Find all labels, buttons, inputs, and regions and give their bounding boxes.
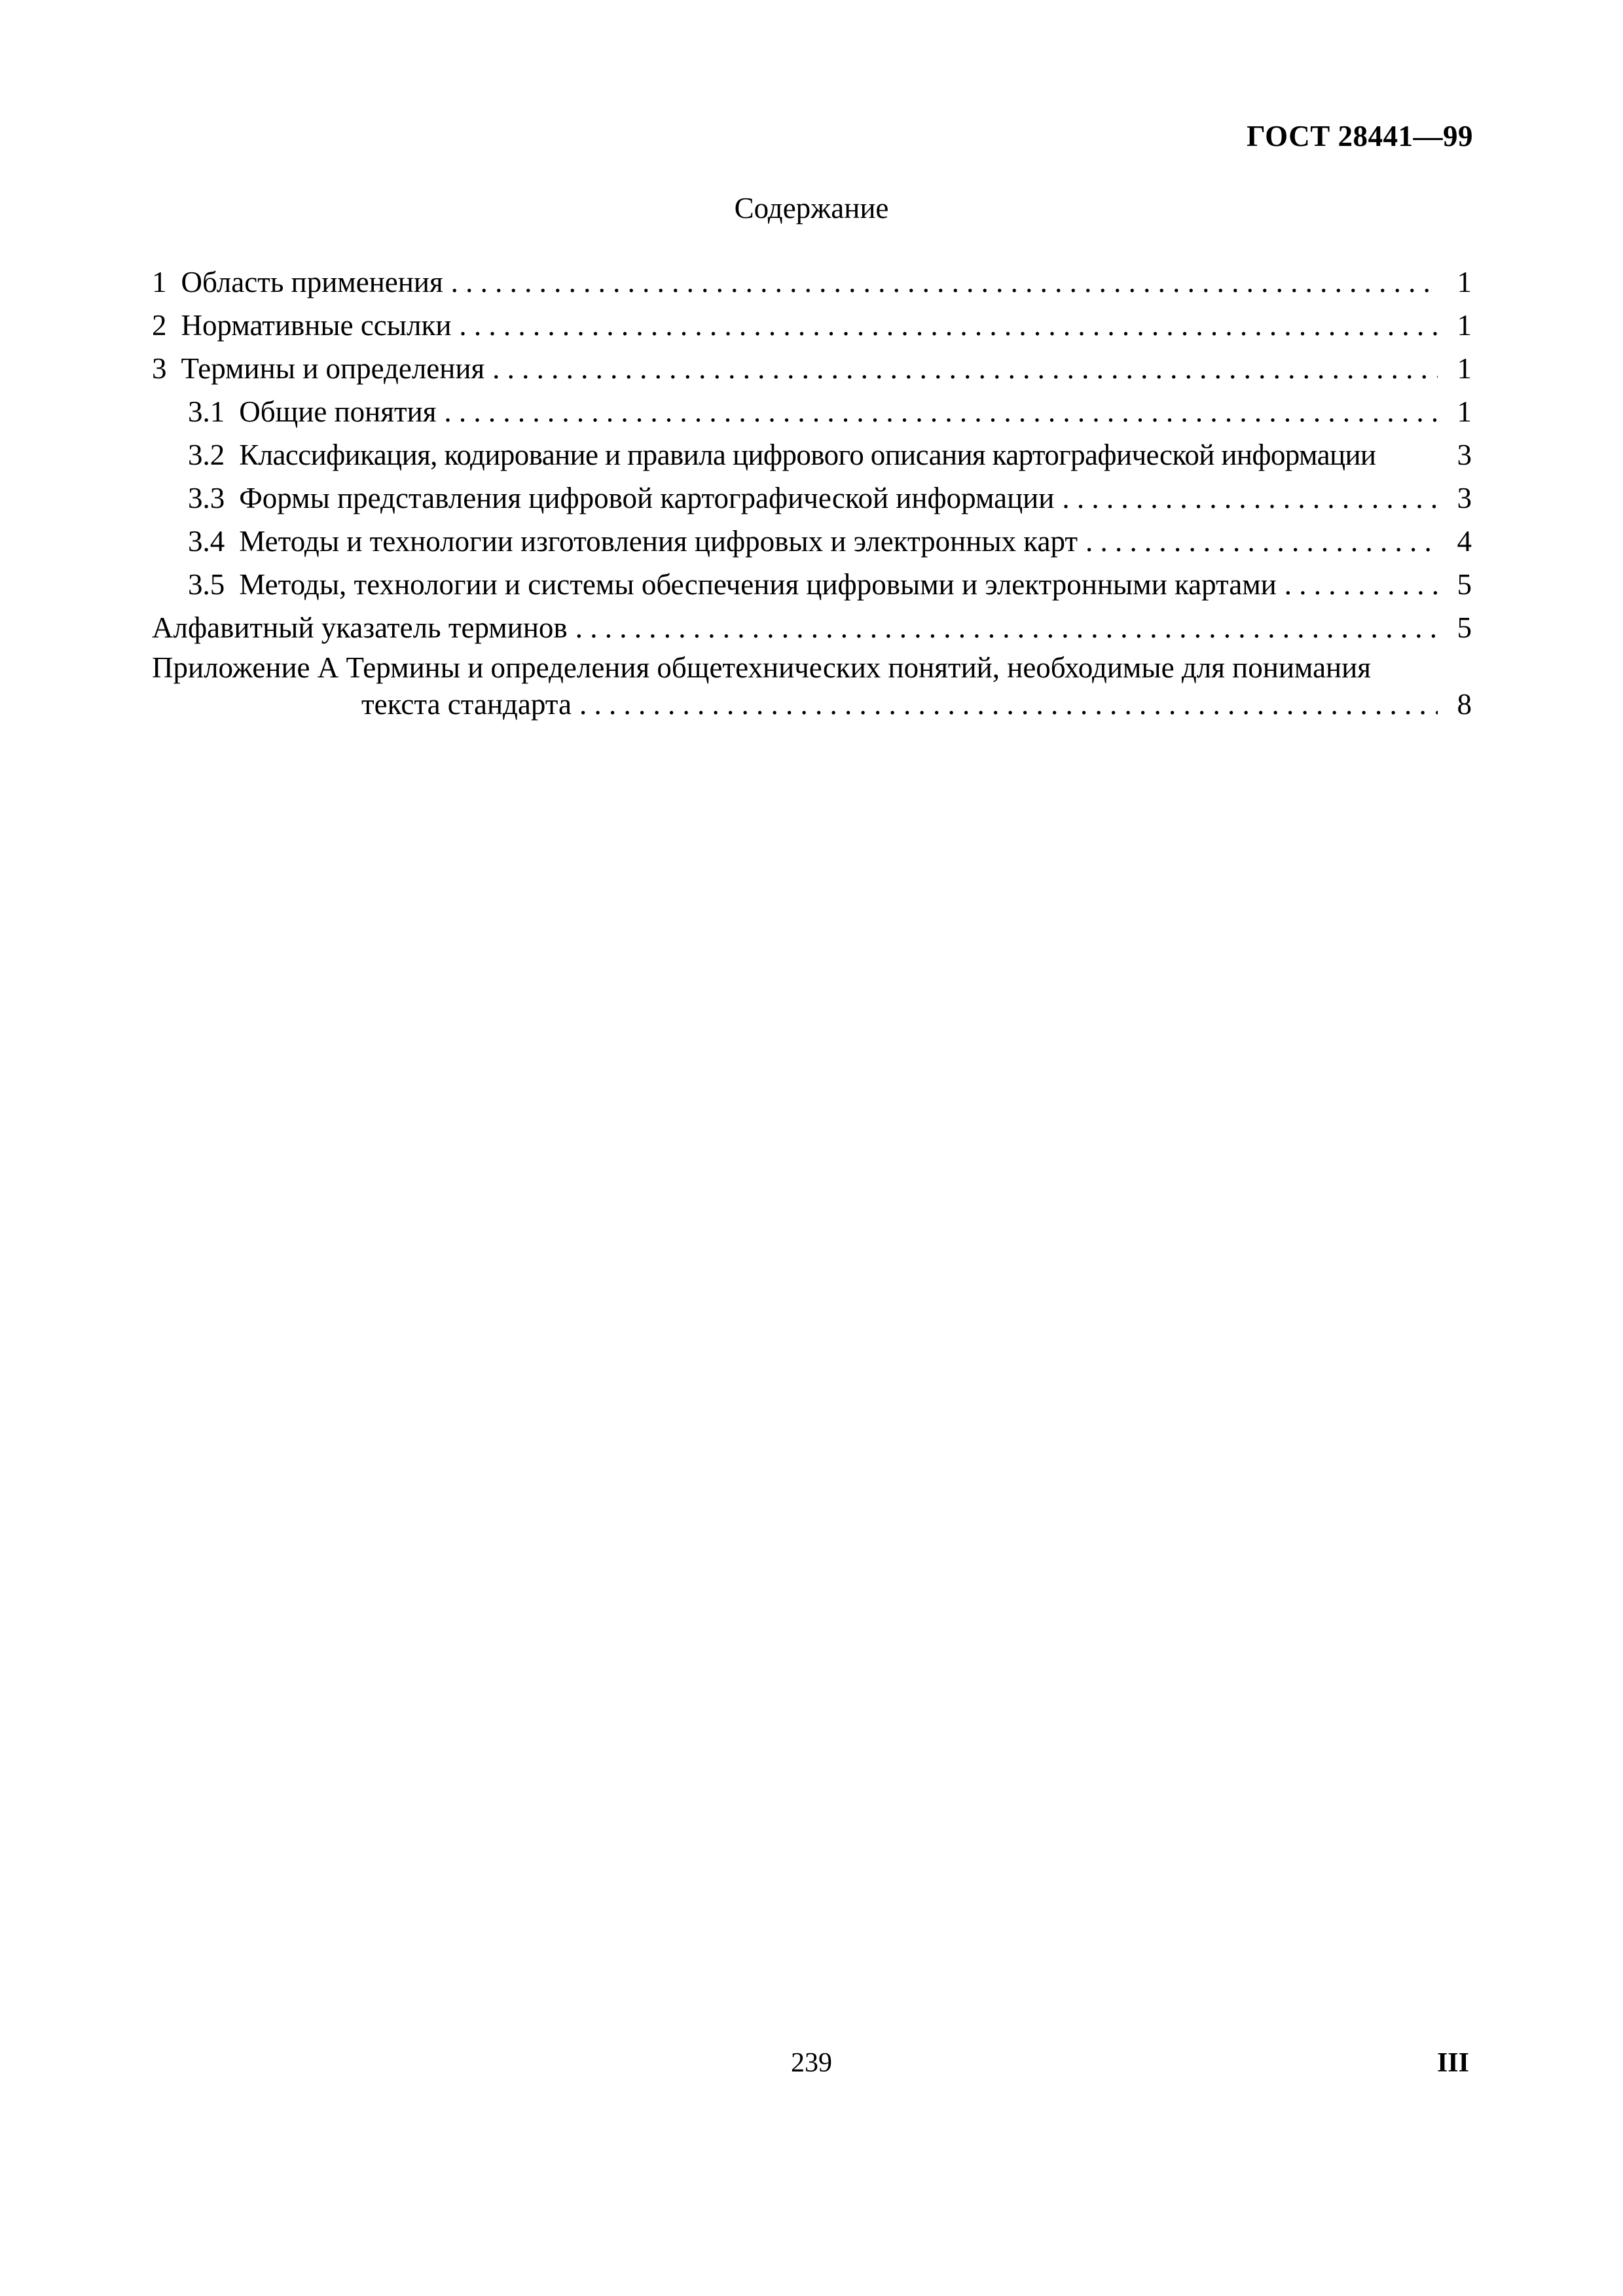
toc-subentry[interactable] <box>152 476 1472 520</box>
toc-entry-number: 3.5 <box>188 568 225 601</box>
toc-entry-label: Общие понятия <box>239 395 437 428</box>
toc-entry-page: 4 <box>1457 525 1472 558</box>
toc-entry-number: 3.2 <box>188 439 225 471</box>
dot-leader <box>1085 520 1438 563</box>
toc-entry-page: 1 <box>1457 395 1472 428</box>
dot-leader <box>444 390 1438 433</box>
toc-entry-label: Методы, технологии и системы обеспечения цифровыми и электронными картами <box>239 568 1277 601</box>
toc-entry-page: 3 <box>1457 482 1472 514</box>
dot-leader <box>459 304 1438 347</box>
toc-entry-page: 1 <box>1457 309 1472 342</box>
toc-entry-page: 3 <box>1457 439 1472 471</box>
dot-leader <box>492 347 1438 390</box>
dot-leader <box>1285 563 1438 606</box>
dot-leader <box>1062 476 1438 520</box>
toc-entry[interactable] <box>152 606 1472 649</box>
dot-leader <box>575 606 1438 649</box>
standard-code: ГОСТ 28441—99 <box>1247 120 1473 152</box>
toc-entry-label: Алфавитный указатель терминов <box>152 611 568 644</box>
table-of-contents <box>152 260 1472 723</box>
dot-leader <box>579 686 1438 723</box>
toc-entry-label: Формы представления цифровой картографической информации <box>239 482 1055 514</box>
toc-appendix-label: Приложение А Термины и определения общетехнических понятий, необходимые для понимания <box>152 651 1371 684</box>
roman-page-number: III <box>1436 2048 1469 2078</box>
toc-entry-label: Методы и технологии изготовления цифровых и электронных карт <box>239 525 1078 558</box>
toc-entry-number: 3 <box>152 352 167 385</box>
toc-entry-number: 3.3 <box>188 482 225 514</box>
toc-appendix-label-continued: текста стандарта <box>361 688 572 721</box>
toc-title: Содержание <box>734 192 889 224</box>
toc-appendix-entry[interactable] <box>152 649 1472 723</box>
toc-entry[interactable] <box>152 304 1472 347</box>
toc-subentry[interactable] <box>152 520 1472 563</box>
toc-entry-label: Термины и определения <box>181 352 485 385</box>
toc-subentry[interactable] <box>152 563 1472 606</box>
toc-subentry[interactable] <box>152 390 1472 433</box>
toc-entry-page: 1 <box>1457 352 1472 385</box>
toc-entry-page: 1 <box>1457 266 1472 298</box>
toc-entry-number: 3.4 <box>188 525 225 558</box>
toc-entry-number: 3.1 <box>188 395 225 428</box>
toc-entry-page: 5 <box>1457 611 1472 644</box>
toc-entry-page: 5 <box>1457 568 1472 601</box>
page-number: 239 <box>791 2048 832 2078</box>
toc-entry-number: 2 <box>152 309 167 342</box>
toc-entry-label: Классификация, кодирование и правила цифрового описания картографической информации <box>239 439 1376 471</box>
toc-entry-page: 8 <box>1457 688 1472 721</box>
toc-entry-label: Область применения <box>181 266 443 298</box>
toc-entry[interactable] <box>152 260 1472 304</box>
dot-leader <box>451 260 1438 304</box>
toc-entry[interactable] <box>152 347 1472 390</box>
toc-entry-label: Нормативные ссылки <box>181 309 452 342</box>
toc-entry-number: 1 <box>152 266 167 298</box>
toc-subentry[interactable] <box>152 433 1472 476</box>
